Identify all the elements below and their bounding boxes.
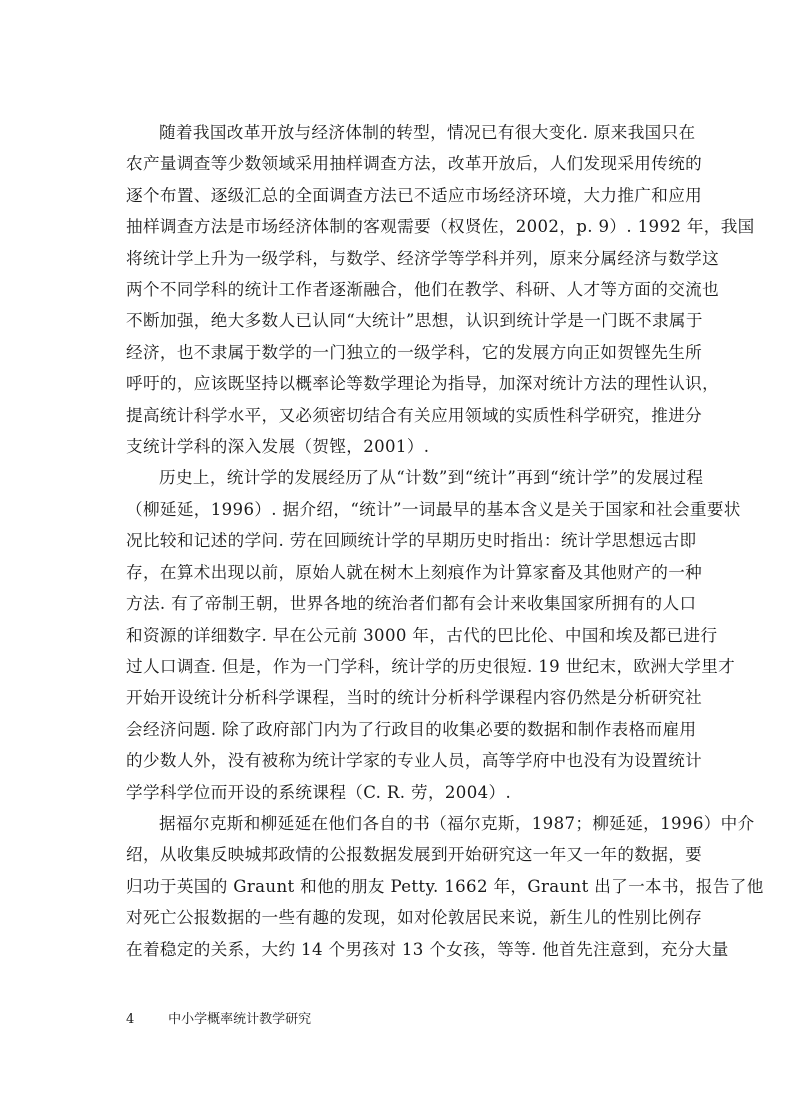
text-line: 过人口调查. 但是，作为一门学科，统计学的历史很短. 19 世纪末，欧洲大学里才 bbox=[126, 656, 736, 676]
text-line: 抽样调查方法是市场经济体制的客观需要（权贤佐，2002，p. 9）. 1992 年，我国 bbox=[126, 217, 755, 237]
text-line: 提高统计科学水平，又必须密切结合有关应用领域的实质性科学研究，推进分 bbox=[126, 405, 703, 425]
paragraph-graunt-petty bbox=[126, 808, 764, 965]
text-line: 开始开设统计分析科学课程，当时的统计分析科学课程内容仍然是分析研究社 bbox=[126, 688, 703, 708]
text-line: 逐个布置、逐级汇总的全面调查方法已不适应市场经济环境，大力推广和应用 bbox=[126, 185, 703, 205]
text-line: 绍，从收集反映城邦政情的公报数据发展到开始研究这一年又一年的数据，要 bbox=[126, 845, 703, 865]
text-line: 历史上，统计学的发展经历了从“计数”到“统计”再到“统计学”的发展过程 bbox=[159, 468, 704, 488]
text-line: （柳延延，1996）. 据介绍，“统计”一词最早的基本含义是关于国家和社会重要状 bbox=[126, 499, 741, 519]
running-title: 中小学概率统计教学研究 bbox=[168, 1012, 312, 1027]
text-line: 和资源的详细数字. 早在公元前 3000 年，古代的巴比伦、中国和埃及都已进行 bbox=[126, 625, 718, 645]
text-line: 的少数人外，没有被称为统计学家的专业人员，高等学府中也没有为设置统计 bbox=[126, 751, 703, 771]
text-line: 随着我国改革开放与经济体制的转型，情况已有很大变化. 原来我国只在 bbox=[159, 123, 696, 142]
text-line: 存，在算术出现以前，原始人就在树木上刻痕作为计算家畜及其他财产的一种 bbox=[126, 562, 703, 582]
text-line: 支统计学科的深入发展（贺铿，2001）. bbox=[126, 437, 430, 457]
text-line: 在着稳定的关系，大约 14 个男孩对 13 个女孩，等等. 他首先注意到，充分大量 bbox=[126, 939, 729, 959]
text-line: 据福尔克斯和柳延延在他们各自的书（福尔克斯，1987；柳延延，1996）中介 bbox=[159, 813, 755, 833]
text-line: 将统计学上升为一级学科，与数学、经济学等学科并列，原来分属经济与数学这 bbox=[126, 248, 720, 268]
text-line: 学学科学位而开设的系统课程（C. R. 劳，2004）. bbox=[126, 782, 512, 802]
text-line: 况比较和记述的学问. 劳在回顾统计学的早期历史时指出：统计学思想远古即 bbox=[126, 531, 697, 551]
text-line: 两个不同学科的统计工作者逐渐融合，他们在教学、科研、人才等方面的交流也 bbox=[126, 280, 720, 300]
text-line: 对死亡公报数据的一些有趣的发现，如对伦敦居民来说，新生儿的性别比例存 bbox=[126, 908, 703, 928]
text-line: 会经济问题. 除了政府部门内为了行政目的收集必要的数据和制作表格而雇用 bbox=[126, 719, 697, 739]
text-line: 呼吁的，应该既坚持以概率论等数学理论为指导，加深对统计方法的理性认识， bbox=[126, 374, 720, 394]
paragraph-history-of-statistics bbox=[126, 462, 741, 807]
text-line: 不断加强，绝大多数人已认同“大统计”思想，认识到统计学是一门既不隶属于 bbox=[126, 311, 703, 331]
text-line: 归功于英国的 Graunt 和他的朋友 Petty. 1662 年，Graunt 出了一本书，报告了他 bbox=[126, 876, 764, 896]
page-number: 4 bbox=[126, 1012, 135, 1027]
text-line: 农产量调查等少数领域采用抽样调查方法，改革开放后，人们发现采用传统的 bbox=[126, 154, 703, 174]
text-line: 经济，也不隶属于数学的一门独立的一级学科，它的发展方向正如贺铿先生所 bbox=[126, 342, 703, 362]
paragraph-reform-and-discipline bbox=[126, 117, 755, 462]
body-text bbox=[126, 117, 764, 965]
text-line: 方法. 有了帝制王朝，世界各地的统治者们都有会计来收集国家所拥有的人口 bbox=[126, 594, 697, 614]
page-footer bbox=[126, 1008, 311, 1027]
